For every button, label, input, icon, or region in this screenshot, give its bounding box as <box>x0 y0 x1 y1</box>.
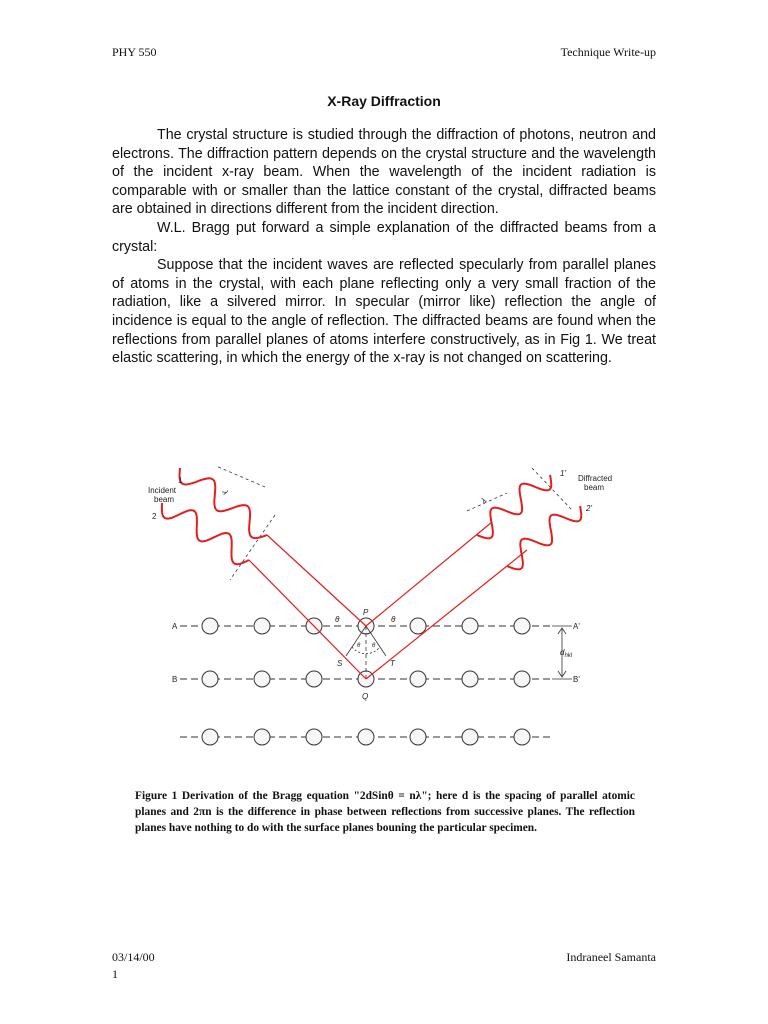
atom <box>254 671 270 687</box>
theta-label-inner-right: θ <box>372 643 376 649</box>
wavefront-incident-2 <box>230 515 275 580</box>
point-s-label: S <box>337 659 343 668</box>
page-title: X-Ray Diffraction <box>327 93 441 109</box>
incident-wave-1 <box>180 468 268 538</box>
atom <box>462 618 478 634</box>
atom <box>514 671 530 687</box>
footer-date: 03/14/00 <box>112 950 155 964</box>
incident-beam-1 <box>267 535 366 626</box>
paragraph: The crystal structure is studied through the diffraction of photons, neutron and electrons. The diffraction pattern depends on the crystal structure and the wavelength of the incident x-ray beam. When the wavelength of the incident radiation is comparable with or smaller than the lattice constant of the crystal, diffracted beams are obtained in directions different from the incident direction. <box>112 127 656 218</box>
waves <box>162 468 581 569</box>
theta-label-inner-left: θ <box>357 643 361 649</box>
theta-label-right: θ <box>391 615 396 624</box>
atom <box>306 671 322 687</box>
incident-label-1: Incident <box>148 486 177 495</box>
atom <box>514 618 530 634</box>
diffracted-label-2: beam <box>584 483 605 492</box>
atom <box>202 671 218 687</box>
ray-2-label: 2 <box>152 512 157 521</box>
bragg-diagram <box>132 440 632 780</box>
theta-label-left: θ <box>335 615 340 624</box>
point-q-label: Q <box>362 692 369 701</box>
pt-line <box>366 626 386 656</box>
diffracted-wave-1 <box>477 475 551 538</box>
atom <box>410 671 426 687</box>
atom <box>410 618 426 634</box>
atom <box>254 618 270 634</box>
atom <box>358 729 374 745</box>
footer-author: Indraneel Samanta <box>566 950 656 964</box>
atom <box>202 618 218 634</box>
beams <box>249 522 527 679</box>
plane-a-label: A <box>172 622 178 631</box>
header-doc-type: Technique Write-up <box>560 45 656 59</box>
atom <box>514 729 530 745</box>
atom <box>462 729 478 745</box>
point-t-label: T <box>390 659 395 668</box>
atom <box>410 729 426 745</box>
ray-1-label: 1 <box>178 476 183 485</box>
atom <box>202 729 218 745</box>
spacing-label: $d_{hkl}$ <box>560 648 573 659</box>
atom <box>254 729 270 745</box>
diffracted-wave-2 <box>507 506 581 569</box>
atom <box>306 729 322 745</box>
plane-b-label: B <box>172 675 178 684</box>
figure-caption: Figure 1 Derivation of the Bragg equation "2dSinθ = nλ"; here d is the spacing of parallel atomic planes and 2πn is the difference in phase between reflections from successive planes. The reflection planes have nothing to do with the surface planes bouning the particular specimen. <box>135 790 635 835</box>
lambda-label-incident: λ <box>220 488 231 497</box>
paragraph: Suppose that the incident waves are reflected specularly from parallel planes of atoms in the crystal, with each plane reflecting only a very small fraction of the radiation, like a silvered mirror. In specular (mirror like) reflection the angle of incidence is equal to the angle of reflection. The diffracted beams are found when the reflections from parallel planes of atoms interfere constructively, as in Fig 1. We treat elastic scattering, in which the energy of the x-ray is not changed on scattering. <box>112 257 656 367</box>
point-p-label: P <box>363 608 369 617</box>
atom <box>462 671 478 687</box>
ray-1p-label: 1' <box>560 469 566 478</box>
incident-wave-2 <box>162 503 249 564</box>
body-text <box>112 126 656 368</box>
diffracted-beam-1 <box>366 522 492 626</box>
atoms <box>202 618 530 745</box>
header-course: PHY 550 <box>112 45 157 59</box>
diffracted-label-1: Diffracted <box>578 474 613 483</box>
ray-2p-label: 2' <box>586 504 592 513</box>
wavefront-incident-1 <box>216 466 265 487</box>
plane-bp-label: B' <box>573 675 580 684</box>
plane-ap-label: A' <box>573 622 580 631</box>
ps-line <box>346 626 366 656</box>
footer-page-number: 1 <box>112 967 118 981</box>
construction-lines <box>216 466 572 679</box>
incident-label-2: beam <box>154 495 175 504</box>
paragraph: W.L. Bragg put forward a simple explanation of the diffracted beams from a crystal: <box>112 219 656 255</box>
lambda-label-diffracted: λ <box>479 496 489 506</box>
